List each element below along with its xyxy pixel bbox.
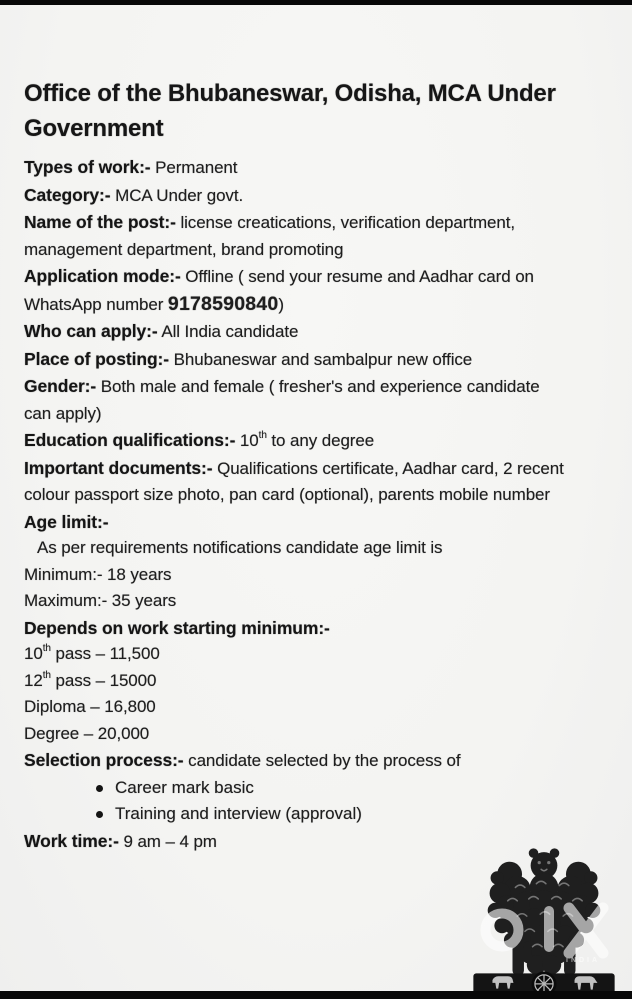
age-limit-note: As per requirements notifications candidate age limit is [37, 538, 443, 557]
salary-heading: Depends on work starting minimum:- [24, 617, 330, 638]
bullet-item: Career mark basic [24, 775, 612, 802]
salary-level: Degree – 20,000 [24, 723, 150, 743]
salary-row-diploma [24, 694, 612, 721]
age-limit-heading: Age limit:- [24, 511, 109, 532]
field-value: 9 am – 4 pm [123, 831, 217, 851]
field-selection-process [24, 747, 612, 775]
field-value: Permanent [155, 158, 238, 177]
ordinal-superscript: th [42, 643, 51, 655]
field-value-number: 10 [239, 431, 259, 450]
document-sheet [24, 76, 612, 855]
page-title: Office of the Bhubaneswar, Odisha, MCA Under Government [24, 80, 556, 142]
age-minimum-line: Minimum:- 18 years [24, 564, 172, 584]
field-label: Gender:- [24, 376, 97, 396]
age-maximum-line: Maximum:- 35 years [24, 591, 177, 610]
field-place-of-posting [24, 346, 569, 374]
field-education [24, 427, 612, 455]
salary-level: 10 [24, 644, 43, 663]
bullet-item: Training and interview (approval) [24, 801, 612, 828]
salary-row-10th [24, 641, 612, 668]
salary-amount: pass – 15000 [50, 670, 157, 690]
field-application-mode [24, 263, 609, 318]
field-who-can-apply [24, 318, 612, 346]
salary-amount: pass – 11,500 [50, 644, 160, 663]
field-types-of-work [24, 154, 612, 182]
field-label: Selection process:- [24, 750, 184, 770]
field-documents [24, 455, 609, 509]
salary-level: Diploma – 16,800 [24, 697, 156, 716]
field-value: MCA Under govt. [115, 185, 244, 205]
top-black-bar [0, 0, 632, 5]
salary-row-degree [24, 721, 612, 748]
field-value: All India candidate [161, 322, 299, 341]
olx-letter-x [569, 908, 603, 953]
field-value: Both male and female ( fresher's and experience candidate can apply) [24, 377, 540, 423]
field-label: Application mode:- [24, 266, 181, 286]
bottom-black-bar [0, 991, 632, 999]
field-label: Types of work:- [24, 157, 151, 177]
field-value: candidate selected by the process of [188, 751, 461, 770]
salary-row-12th [24, 668, 612, 695]
field-label: Name of the post:- [24, 212, 176, 232]
field-value: Qualifications certificate, Aadhar card, 2 recent colour passport size photo, pan card (optional), parents mobile number [24, 458, 564, 504]
field-post-name [24, 209, 546, 263]
salary-level: 12 [24, 670, 43, 690]
ordinal-superscript: th [258, 430, 267, 442]
selection-bullet-list [24, 775, 612, 828]
olx-letter-l [544, 906, 554, 952]
field-label: Category:- [24, 184, 111, 205]
field-value: license creatications, verification department, management department, brand promoting [24, 213, 515, 259]
field-label: Work time:- [24, 830, 119, 851]
field-label: Education qualifications:- [24, 430, 236, 450]
field-label: Who can apply:- [24, 321, 158, 341]
field-category [24, 182, 612, 210]
field-value-rest: to any degree [266, 431, 375, 450]
field-label: Place of posting:- [24, 348, 170, 369]
field-label: Important documents:- [24, 457, 213, 478]
field-value: Offline ( send your resume and Aadhar card on WhatsApp number [24, 267, 534, 314]
document-body [24, 154, 612, 855]
ordinal-superscript: th [42, 669, 51, 681]
whatsapp-number: 9178590840 [167, 292, 279, 315]
field-value: Bhubaneswar and sambalpur new office [173, 349, 473, 369]
watermark-india-label: INDIA [566, 957, 601, 964]
field-gender [24, 373, 569, 427]
olx-letter-o [486, 914, 519, 947]
olx-watermark [468, 893, 632, 965]
field-value-close: ) [278, 294, 284, 314]
